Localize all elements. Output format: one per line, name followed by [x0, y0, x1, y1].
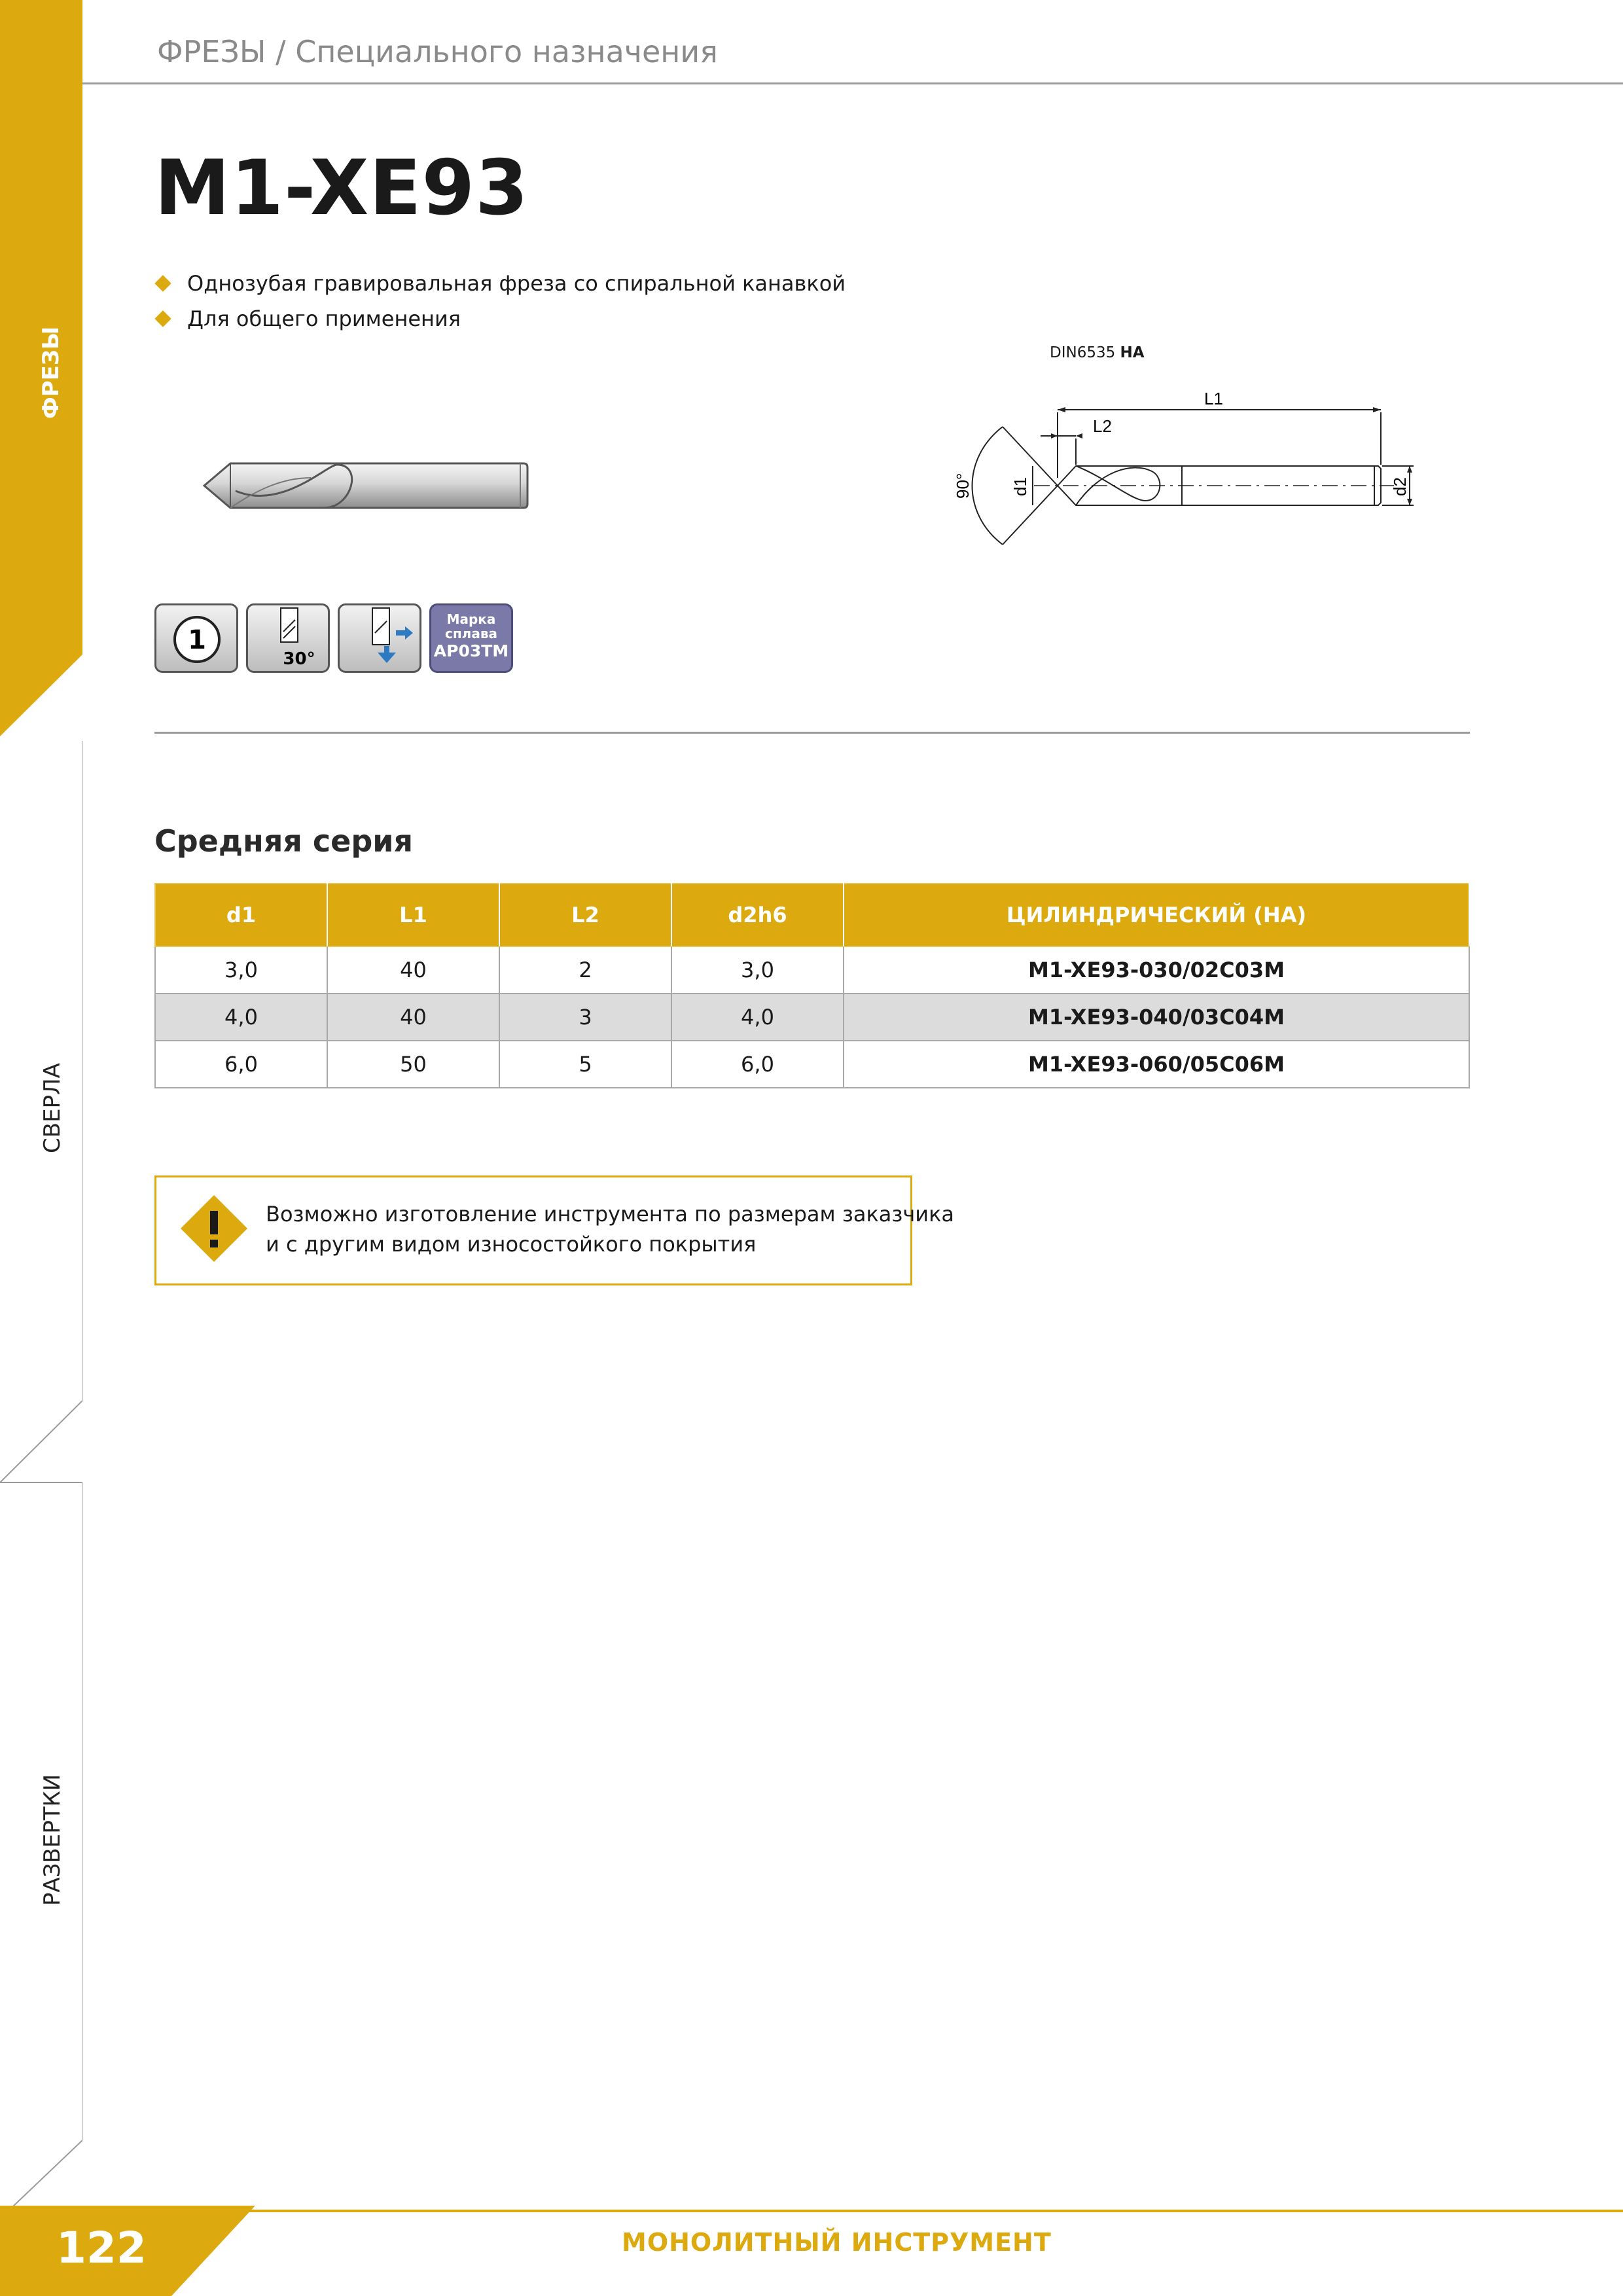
cell-l2: 3 — [499, 994, 671, 1041]
l2-label: L2 — [1093, 416, 1112, 436]
cell-l1: 40 — [327, 994, 499, 1041]
tool-illustration — [196, 452, 537, 524]
d1-label: d1 — [1010, 477, 1030, 496]
din-standard-label — [1050, 344, 1145, 361]
side-tab-razvertki-label[interactable]: РАЗВЕРТКИ — [39, 1774, 65, 1906]
feature-text: Однозубая гравировальная фреза со спиральной канавкой — [187, 271, 846, 296]
angle-label: 90° — [953, 473, 972, 499]
feature-item — [157, 306, 461, 331]
cell-d2h6: 4,0 — [671, 994, 844, 1041]
flutes-count: 1 — [188, 625, 206, 655]
series-heading: Средняя серия — [154, 823, 414, 859]
note-line-2: и с другим видом износостойкого покрытия — [266, 1232, 757, 1257]
breadcrumb: ФРЕЗЫ / Специального назначения — [157, 34, 718, 69]
spec-table — [154, 883, 1470, 1088]
col-header-d1: d1 — [155, 884, 327, 946]
cell-order-code: M1-XE93-040/03C04M — [844, 994, 1469, 1041]
alloy-code: AP03TM — [433, 641, 509, 660]
side-tab-frezy-label: ФРЕЗЫ — [38, 326, 64, 419]
table-header-row — [155, 884, 1469, 946]
table-row — [155, 946, 1469, 994]
feature-item — [157, 271, 846, 296]
bullet-diamond-icon — [154, 310, 171, 327]
helix-angle-icon — [246, 603, 330, 673]
l1-label: L1 — [1204, 389, 1223, 408]
header-divider — [82, 82, 1623, 84]
note-text — [266, 1199, 954, 1259]
alloy-grade-badge — [429, 603, 513, 673]
cell-d1: 6,0 — [155, 1041, 327, 1088]
col-header-code: ЦИЛИНДРИЧЕСКИЙ (НА) — [844, 884, 1469, 946]
cell-order-code: M1-XE93-030/02C03M — [844, 946, 1469, 994]
table-row — [155, 1041, 1469, 1088]
cell-d2h6: 3,0 — [671, 946, 844, 994]
table-row — [155, 994, 1469, 1041]
d2-label: d2 — [1390, 477, 1410, 496]
cell-l2: 2 — [499, 946, 671, 994]
feature-text: Для общего применения — [187, 306, 461, 331]
helix-angle-value: 30° — [283, 649, 315, 669]
col-header-l2: L2 — [499, 884, 671, 946]
side-tab-sverla-label[interactable]: СВЕРЛА — [39, 1063, 65, 1153]
alloy-label-line2: сплава — [445, 626, 497, 641]
cell-d1: 4,0 — [155, 994, 327, 1041]
cell-l1: 50 — [327, 1041, 499, 1088]
bullet-diamond-icon — [154, 275, 171, 291]
col-header-d2h6: d2h6 — [671, 884, 844, 946]
col-header-l1: L1 — [327, 884, 499, 946]
footer-divider — [249, 2210, 1623, 2212]
technical-drawing — [936, 380, 1433, 563]
cell-d1: 3,0 — [155, 946, 327, 994]
product-title: M1-XE93 — [154, 144, 529, 232]
flutes-count-icon — [154, 603, 238, 673]
note-line-1: Возможно изготовление инструмента по размерам заказчика — [266, 1202, 955, 1227]
cell-d2h6: 6,0 — [671, 1041, 844, 1088]
milling-direction-icon — [338, 603, 421, 673]
footer-section-title: МОНОЛИТНЫЙ ИНСТРУМЕНТ — [622, 2228, 1052, 2257]
page-number: 122 — [56, 2223, 147, 2273]
warning-icon — [178, 1193, 250, 1265]
alloy-label-line1: Марка — [446, 611, 496, 627]
section-divider — [154, 732, 1470, 734]
cell-order-code: M1-XE93-060/05C06M — [844, 1041, 1469, 1088]
din-standard: DIN6535 — [1050, 344, 1116, 361]
cell-l1: 40 — [327, 946, 499, 994]
din-suffix: HA — [1120, 344, 1145, 361]
cell-l2: 5 — [499, 1041, 671, 1088]
